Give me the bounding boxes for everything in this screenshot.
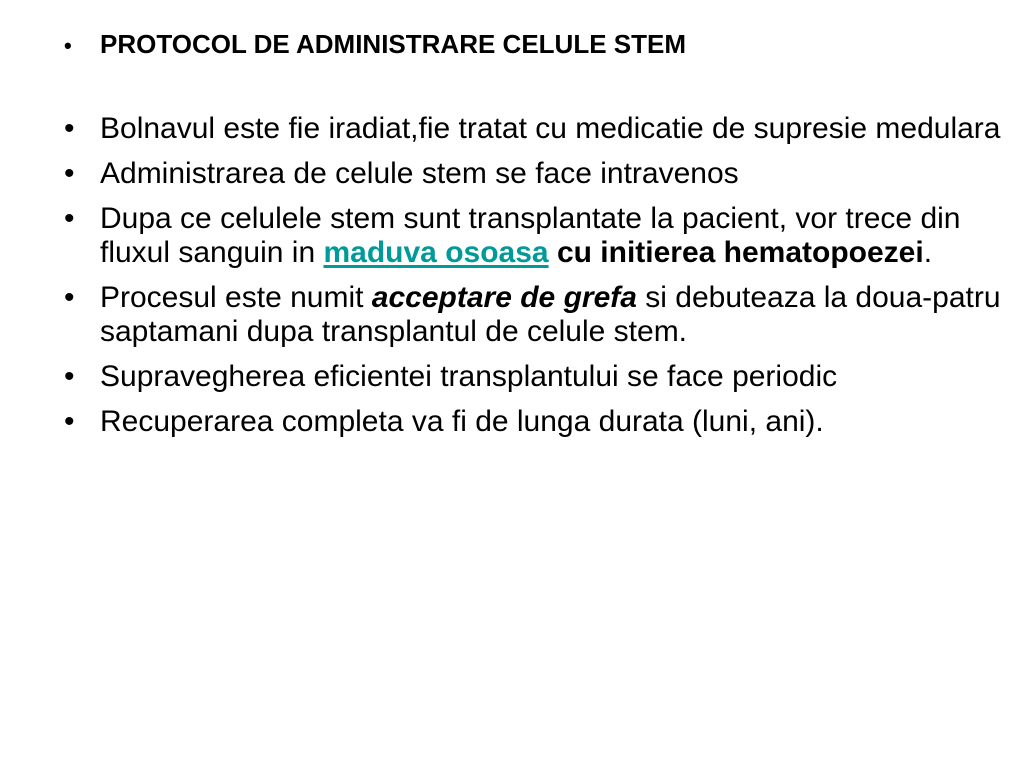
bullet-item [64, 157, 1014, 191]
bullet-marker: • [64, 405, 75, 438]
bullet-text: Administrarea de celule stem se face intravenos [100, 157, 739, 190]
bullet-marker: • [64, 360, 75, 393]
maduva-osoasa-link[interactable]: maduva osoasa [323, 236, 549, 269]
bullet-item [64, 360, 1014, 394]
bullet-marker: • [64, 33, 72, 58]
slide-title: PROTOCOL DE ADMINISTRARE CELULE STEM [100, 29, 686, 59]
bullet-text: Supravegherea eficientei transplantului se face periodic [100, 360, 838, 393]
bullet-marker: • [64, 157, 75, 190]
bullet-item [64, 281, 1014, 349]
bullet-text-segment: si debuteaza la doua-patru saptamani dupa transplantul de celule stem. [100, 281, 1001, 348]
bullet-text: Recuperarea completa va fi de lunga durata (luni, ani). [100, 405, 824, 438]
bullet-marker: • [64, 281, 75, 314]
bullet-text-segment: Procesul este numit [100, 281, 372, 314]
bullet-text [100, 202, 1014, 270]
bullet-text-segment: Dupa ce celulele stem sunt transplantate la pacient, vor trece din fluxul sanguin in [100, 202, 961, 269]
bullet-text [100, 281, 1014, 349]
emphasis-phrase: acceptare de grefa [371, 281, 637, 314]
bullet-item [64, 202, 1014, 270]
bullet-text: Bolnavul este fie iradiat,fie tratat cu medicatie de supresie medulara [100, 112, 1001, 145]
bullet-marker: • [64, 112, 75, 145]
slide-title-row [64, 26, 1004, 62]
bullet-item [64, 405, 1014, 439]
bullet-item [64, 112, 1014, 146]
bullet-marker: • [64, 202, 75, 235]
bullet-text-segment: . [923, 236, 933, 269]
bullet-text-segment [549, 236, 557, 269]
bold-phrase: cu initierea hematopoezei [556, 236, 924, 269]
bullet-list [64, 112, 1014, 450]
